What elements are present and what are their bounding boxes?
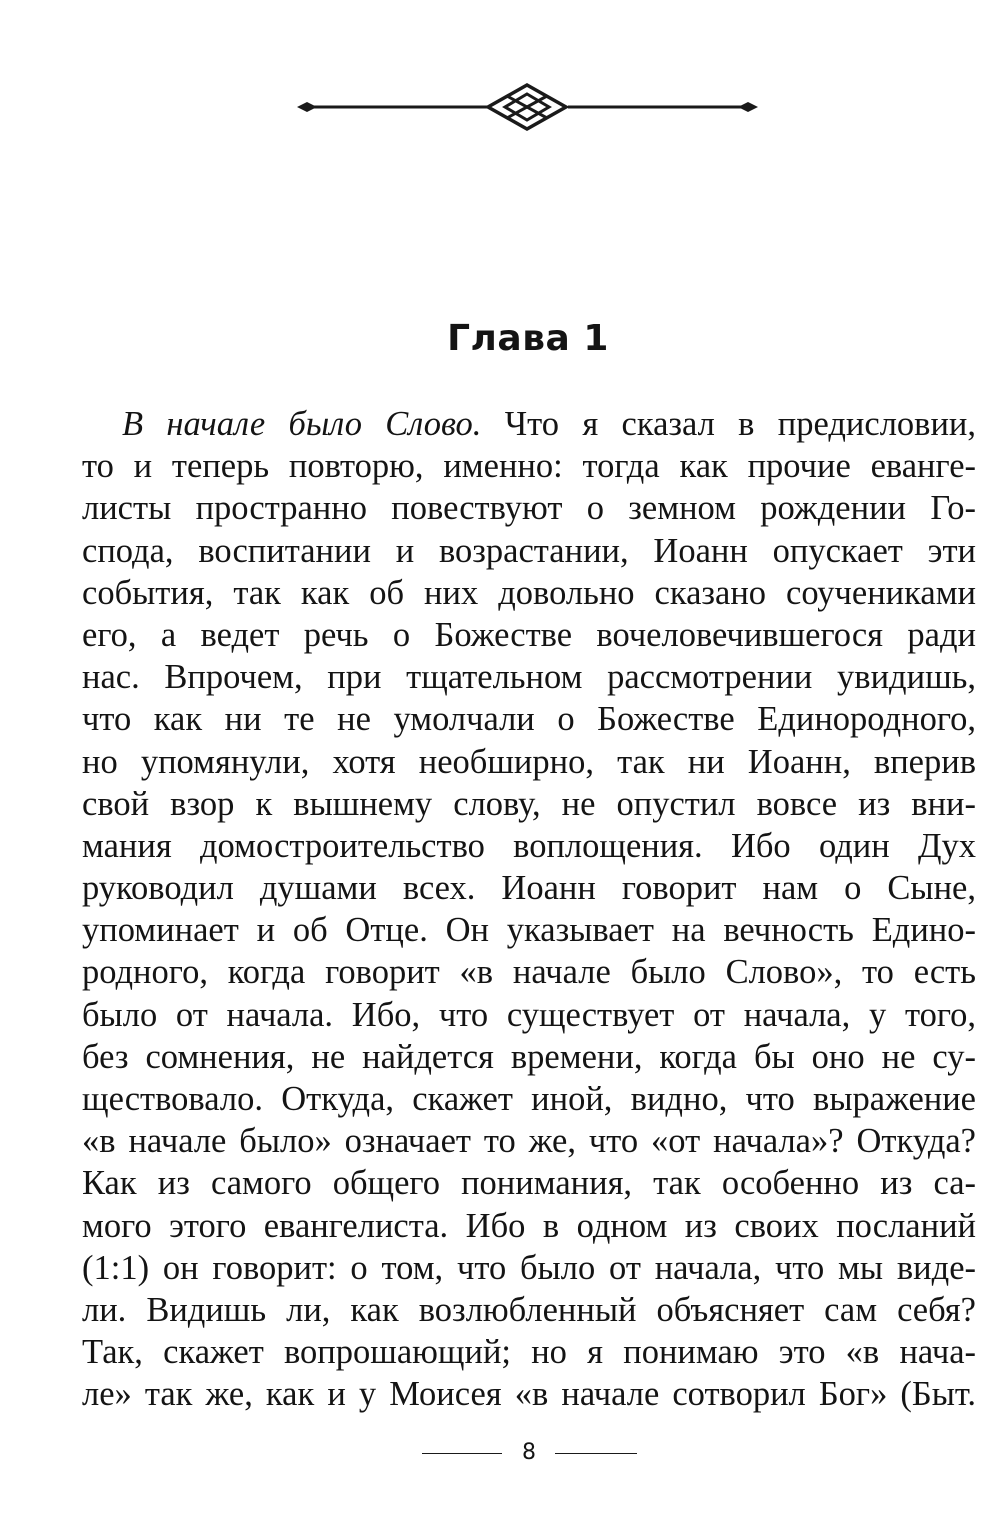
text-line: руководил душами всех. Иоанн говорит нам о Сыне, bbox=[82, 869, 976, 908]
text-line bbox=[82, 403, 976, 445]
text-line: (1:1) он говорит: о том, что было от начала, что мы виде- bbox=[82, 1248, 976, 1287]
text-line: мания домостроительство воплощения. Ибо один Дух bbox=[82, 826, 976, 865]
italic-quote: В начале было Слово. bbox=[122, 405, 482, 443]
page-footer bbox=[0, 1438, 1000, 1468]
chapter-ornament-icon bbox=[295, 82, 760, 132]
text-line: «в начале было» означает то же, что «от начала»? Откуда? bbox=[82, 1122, 976, 1161]
text-line: но упомянули, хотя необширно, так ни Иоанн, вперив bbox=[82, 742, 976, 781]
text-line: родного, когда говорит «в начале было Слово», то есть bbox=[82, 953, 976, 992]
text-line: Так, скажет вопрошающий; но я понимаю это «в нача- bbox=[82, 1333, 976, 1372]
text-line: без сомнения, не найдется времени, когда бы оно не су- bbox=[82, 1037, 976, 1076]
text-line: события, так как об них довольно сказано соучениками bbox=[82, 573, 976, 612]
text-line: мого этого евангелиста. Ибо в одном из своих посланий bbox=[82, 1206, 976, 1245]
text-line: ли. Видишь ли, как возлюбленный объясняет сам себя? bbox=[82, 1290, 976, 1329]
text-line: ществовало. Откуда, скажет иной, видно, что выражение bbox=[82, 1080, 976, 1118]
text-line: его, а ведет речь о Божестве вочеловечившегося ради bbox=[82, 615, 976, 654]
text-line: было от начала. Ибо, что существует от начала, у того, bbox=[82, 995, 976, 1034]
text-line: Как из самого общего понимания, так особенно из са- bbox=[82, 1164, 976, 1203]
text-line: нас. Впрочем, при тщательном рассмотрении увидишь, bbox=[82, 658, 976, 697]
footer-rule-left bbox=[422, 1453, 502, 1454]
text-line: то и теперь повторю, именно: тогда как прочие еванге- bbox=[82, 447, 976, 486]
text-line: ле» так же, как и у Моисея «в начале сотворил Бог» (Быт. bbox=[82, 1375, 976, 1414]
chapter-title: Глава 1 bbox=[447, 318, 609, 359]
text-line: упоминает и об Отце. Он указывает на вечность Едино- bbox=[82, 911, 976, 950]
text-line: что как ни те не умолчали о Божестве Единородного, bbox=[82, 700, 976, 739]
text-line: спода, воспитании и возрастании, Иоанн опускает эти bbox=[82, 531, 976, 570]
text-line: листы пространно повествуют о земном рождении Го- bbox=[82, 489, 976, 528]
text-line-rest: Что я сказал в предисловии, bbox=[481, 405, 976, 443]
footer-rule-right bbox=[555, 1453, 637, 1454]
body-text bbox=[82, 403, 976, 1416]
text-line: свой взор к вышнему слову, не опустил вовсе из вни- bbox=[82, 784, 976, 823]
page-number: 8 bbox=[522, 1440, 536, 1465]
